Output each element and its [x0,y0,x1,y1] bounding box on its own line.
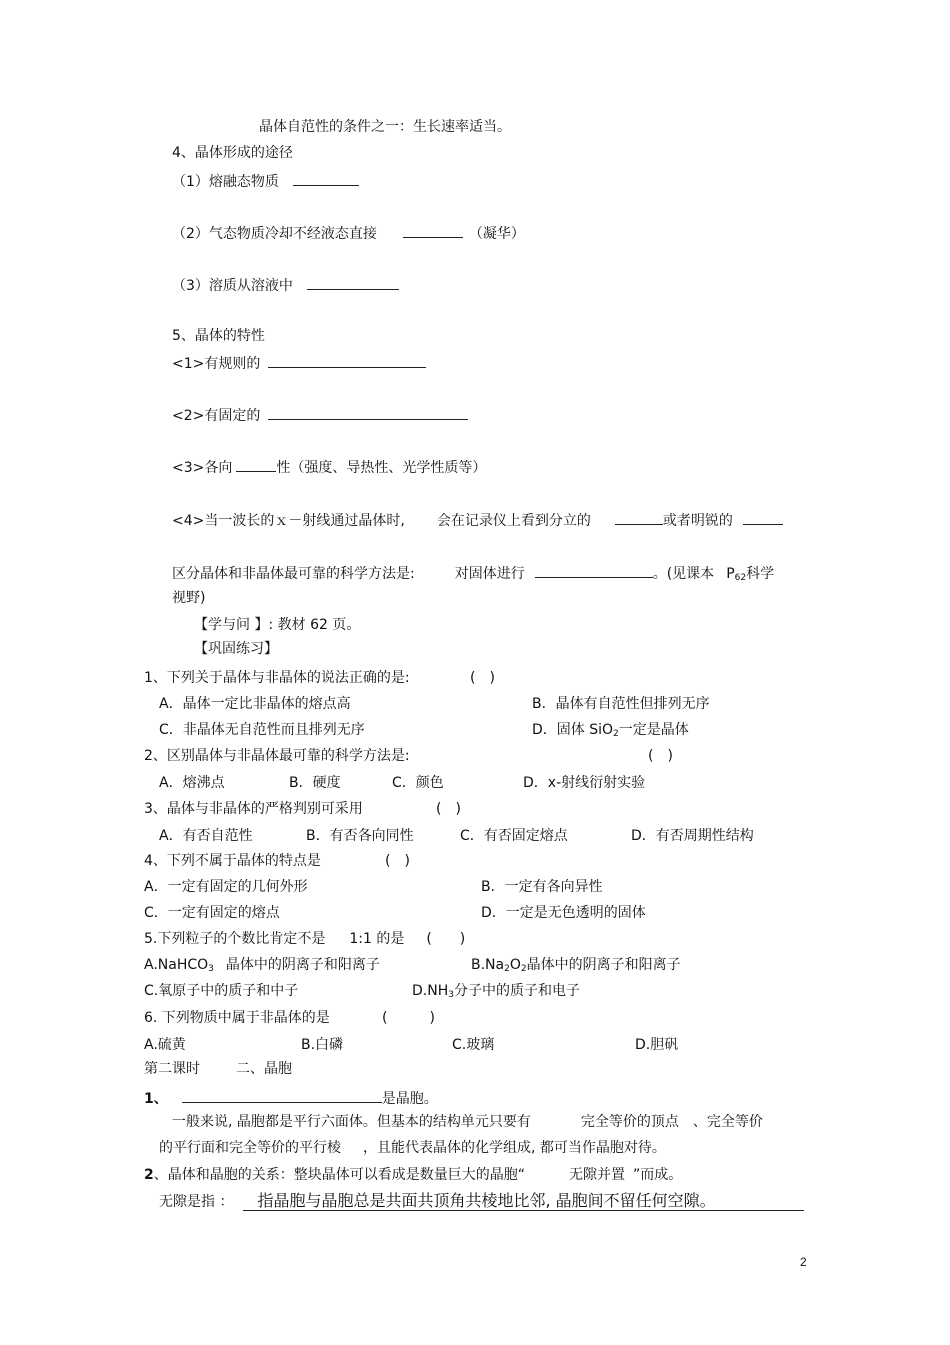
section-heading: 4、晶体形成的途径 [172,145,293,161]
option: C．非晶体无自范性而且排列无序 [159,722,365,738]
text-line: <3>各向 性（强度、导热性、光学性质等） [172,457,486,477]
option: A．有否自范性 [159,828,253,844]
text-line: 2、晶体和晶胞的关系：整块晶体可以看成是数量巨大的晶胞“ 无隙并置 ”而成。 [144,1167,683,1183]
text-line: <2>有固定的 [172,405,468,425]
page-number: 2 [800,1255,807,1269]
text-line: 一般来说, 晶胞都是平行六面体。但基本的结构单元只要有 完全等价的顶点 、完全等价 [172,1114,763,1130]
option: D．x-射线衍射实验 [523,775,646,791]
section-heading: 5、晶体的特性 [172,328,265,344]
text-line: 视野) [172,590,206,606]
blank [293,171,359,186]
option: A．一定有固定的几何外形 [144,879,308,895]
text-line: <1>有规则的 [172,353,426,373]
option: C.氧原子中的质子和中子 [144,983,299,999]
option: B．硬度 [289,775,341,791]
blank [182,1088,382,1103]
option: $B.Na_2O_2$晶体中的阴离子和阳离子 [471,957,681,974]
text-line: 【学与问 】: 教材 62 页。 [194,617,361,633]
option: C．颜色 [392,775,444,791]
option: C．有否固定熔点 [460,828,568,844]
question-3: 3、晶体与非晶体的严格判别可采用 [144,801,363,817]
option: A．晶体一定比非晶体的熔点高 [159,696,351,712]
option: B．一定有各向异性 [481,879,603,895]
question-6: 6. 下列物质中属于非晶体的是 [144,1010,330,1026]
answer-paren: ( ) [385,853,410,869]
option: A．熔沸点 [159,775,225,791]
text-line: 无隙是指 ： 指晶胞与晶胞总是共面共顶角共棱地比邻, 晶胞间不留任何空隙。 [159,1192,804,1211]
text-line: 区分晶体和非晶体最可靠的科学方法是: 对固体进行 。(见课本 $P_{62}$科学 [172,563,774,587]
option: A.硫黄 [144,1037,186,1053]
question-5: 5.下列粒子的个数比肯定不是 1:1 的是 ( ) [144,931,466,947]
section-heading: 【巩固练习】 [194,641,278,657]
option: B．有否各向同性 [306,828,414,844]
answer-paren: ( ) [436,801,461,817]
question-1: 1、下列关于晶体与非晶体的说法正确的是: [144,670,410,686]
blank [268,405,468,420]
option: D．固体 SiO$_2$一定是晶体 [532,722,689,739]
blank [268,353,426,368]
text-line: 1、 是晶胞。 [144,1088,438,1108]
text-line: （3）溶质从溶液中 [172,275,399,295]
blank [535,563,653,578]
option: $D.NH_3$分子中的质子和电子 [412,983,580,1000]
text-line: 的平行面和完全等价的平行棱 ，且能代表晶体的化学组成, 都可当作晶胞对待。 [159,1140,666,1156]
text-line: （2）气态物质冷却不经液态直接 （凝华） [172,223,525,243]
blank [403,223,463,238]
answer-paren: ( ) [648,748,673,764]
option: C.玻璃 [452,1037,495,1053]
blank [307,275,399,290]
option: C．一定有固定的熔点 [144,905,280,921]
blank [615,510,663,525]
text-line: <4>当一波长的ｘ－射线通过晶体时, 会在记录仪上看到分立的 或者明锐的 [172,510,783,530]
option: B.白磷 [301,1037,344,1053]
option: D.胆矾 [635,1037,679,1053]
filled-answer: 指晶胞与晶胞总是共面共顶角共棱地比邻, 晶胞间不留任何空隙。 [243,1192,804,1211]
answer-paren: ( ) [382,1010,435,1026]
option: B．晶体有自范性但排列无序 [532,696,710,712]
question-2: 2、区别晶体与非晶体最可靠的科学方法是: [144,748,410,764]
lesson-heading: 第二课时 二、晶胞 [144,1061,292,1077]
blank [236,457,276,472]
option: D．有否周期性结构 [631,828,754,844]
option: A.NaHCO$_3$ 晶体中的阴离子和阳离子 [144,957,380,974]
text-line: 晶体自范性的条件之一：生长速率适当。 [259,119,511,135]
answer-paren: ( ) [470,670,495,686]
blank [743,510,783,525]
option: D．一定是无色透明的固体 [481,905,646,921]
question-4: 4、下列不属于晶体的特点是 [144,853,321,869]
text-line: （1）熔融态物质 [172,171,359,191]
